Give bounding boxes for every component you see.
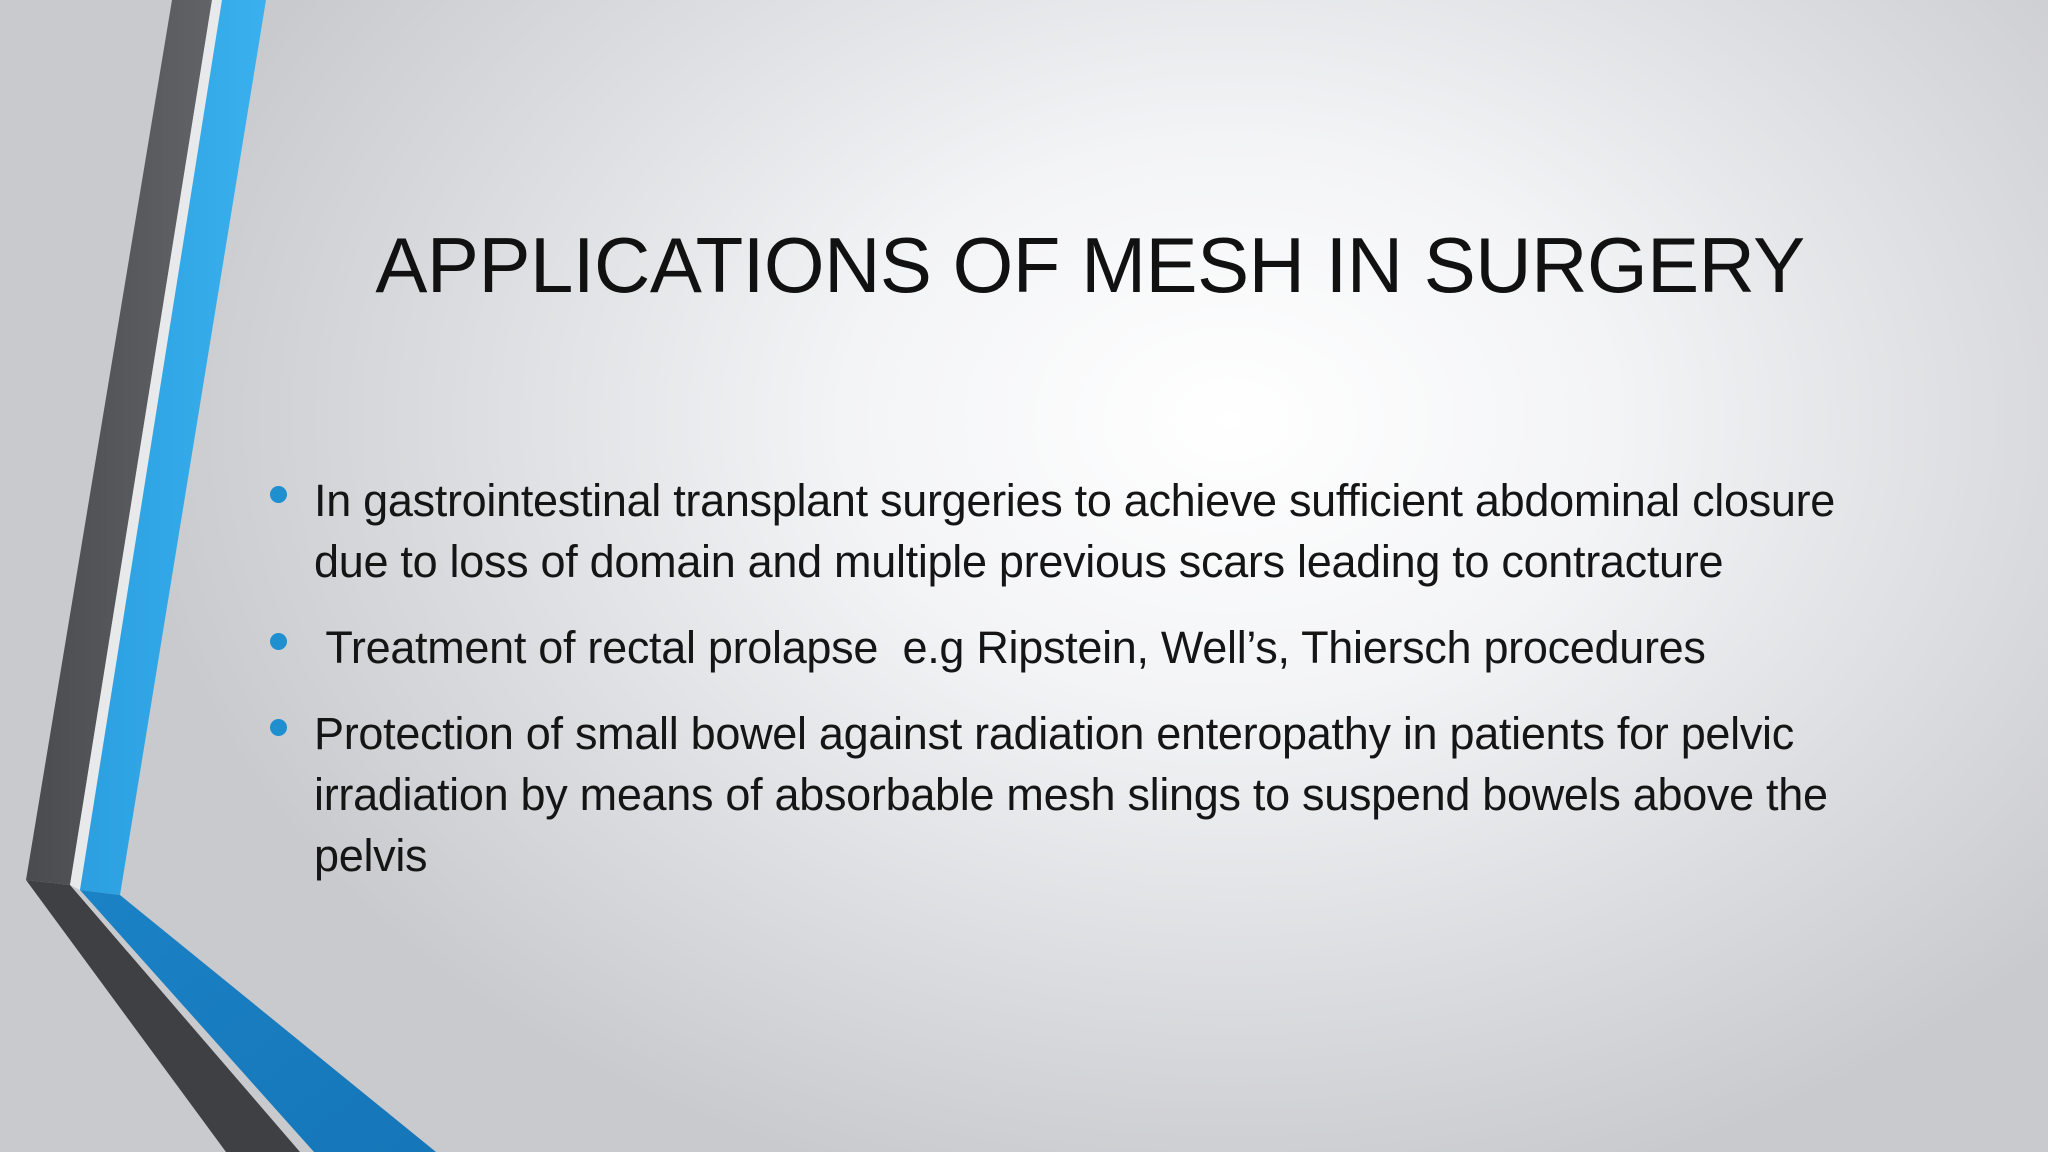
bullet-text: Protection of small bowel against radiation enteropathy in patients for pelvic irradiation by means of absorbable mesh slings to suspend bowels above the pelvis xyxy=(314,708,1828,881)
bullet-list xyxy=(262,470,1862,911)
list-item xyxy=(262,703,1862,886)
list-item xyxy=(262,470,1862,592)
list-item xyxy=(262,617,1862,678)
bullet-dot-icon xyxy=(270,633,287,650)
slide-title: APPLICATIONS OF MESH IN SURGERY xyxy=(375,221,1805,309)
bullet-text: Treatment of rectal prolapse e.g Ripstein, Well’s, Thiersch procedures xyxy=(314,622,1706,673)
light-separator xyxy=(70,0,222,890)
bullet-dot-icon xyxy=(270,719,287,736)
bullet-dot-icon xyxy=(270,486,287,503)
bullet-text: In gastrointestinal transplant surgeries to achieve sufficient abdominal closure due to loss of domain and multiple previous scars leading to contracture xyxy=(314,475,1836,587)
